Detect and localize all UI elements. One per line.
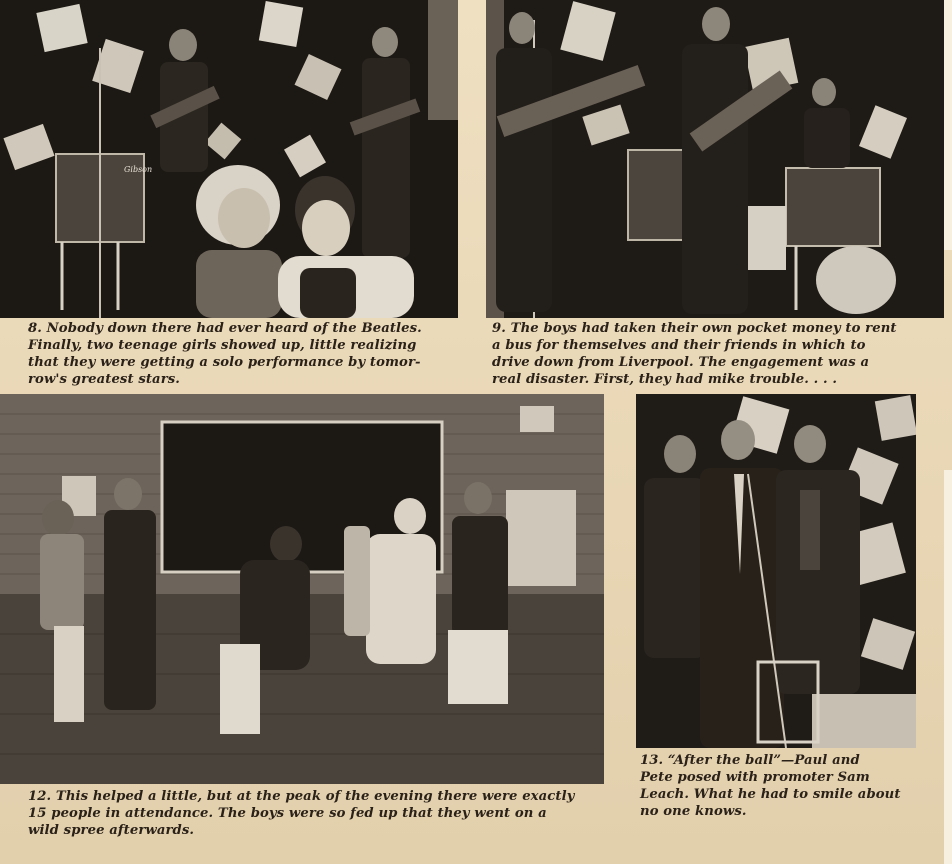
caption-9-line: a bus for themselves and their friends in which to <box>492 338 866 353</box>
caption-12-line: 12. This helped a little, but at the peak of the evening there were exactly <box>28 789 575 804</box>
caption-12 <box>28 788 618 839</box>
caption-9-line: real disaster. First, they had mike trouble. . . . <box>492 372 838 387</box>
torn-edge-bottom-right <box>944 470 952 864</box>
caption-13-line: Leach. What he had to smile about <box>640 787 901 802</box>
caption-13-line: Pete posed with promoter Sam <box>640 770 870 785</box>
caption-9 <box>492 320 932 388</box>
caption-12-line: wild spree afterwards. <box>28 823 195 838</box>
photo-8-illustration <box>0 0 458 318</box>
caption-13-line: no one knows. <box>640 804 747 819</box>
caption-8-line: that they were getting a solo performance by tomor- <box>28 355 421 370</box>
photo-12-dance-hall <box>0 394 604 784</box>
photo-9-band-on-stage <box>486 0 944 318</box>
photo-13-after-the-ball <box>636 394 916 748</box>
caption-8 <box>28 320 458 388</box>
caption-8-line: row's greatest stars. <box>28 372 180 387</box>
caption-9-line: drive down from Liverpool. The engagement was a <box>492 355 870 370</box>
caption-8-line: Finally, two teenage girls showed up, little realizing <box>28 338 417 353</box>
photo-13-illustration <box>636 394 916 748</box>
caption-13-line: 13. “After the ball”—Paul and <box>640 753 860 768</box>
caption-12-line: 15 people in attendance. The boys were so fed up that they went on a <box>28 806 547 821</box>
photo-9-illustration <box>486 0 944 318</box>
caption-8-line: 8. Nobody down there had ever heard of the Beatles. <box>28 321 422 336</box>
photo-12-illustration <box>0 394 604 784</box>
torn-edge-top-right <box>944 0 952 250</box>
amp-brand-label: Gibson <box>124 165 153 174</box>
caption-9-line: 9. The boys had taken their own pocket money to rent <box>492 321 897 336</box>
photo-8-girls-dancing <box>0 0 458 318</box>
caption-13 <box>640 752 930 820</box>
